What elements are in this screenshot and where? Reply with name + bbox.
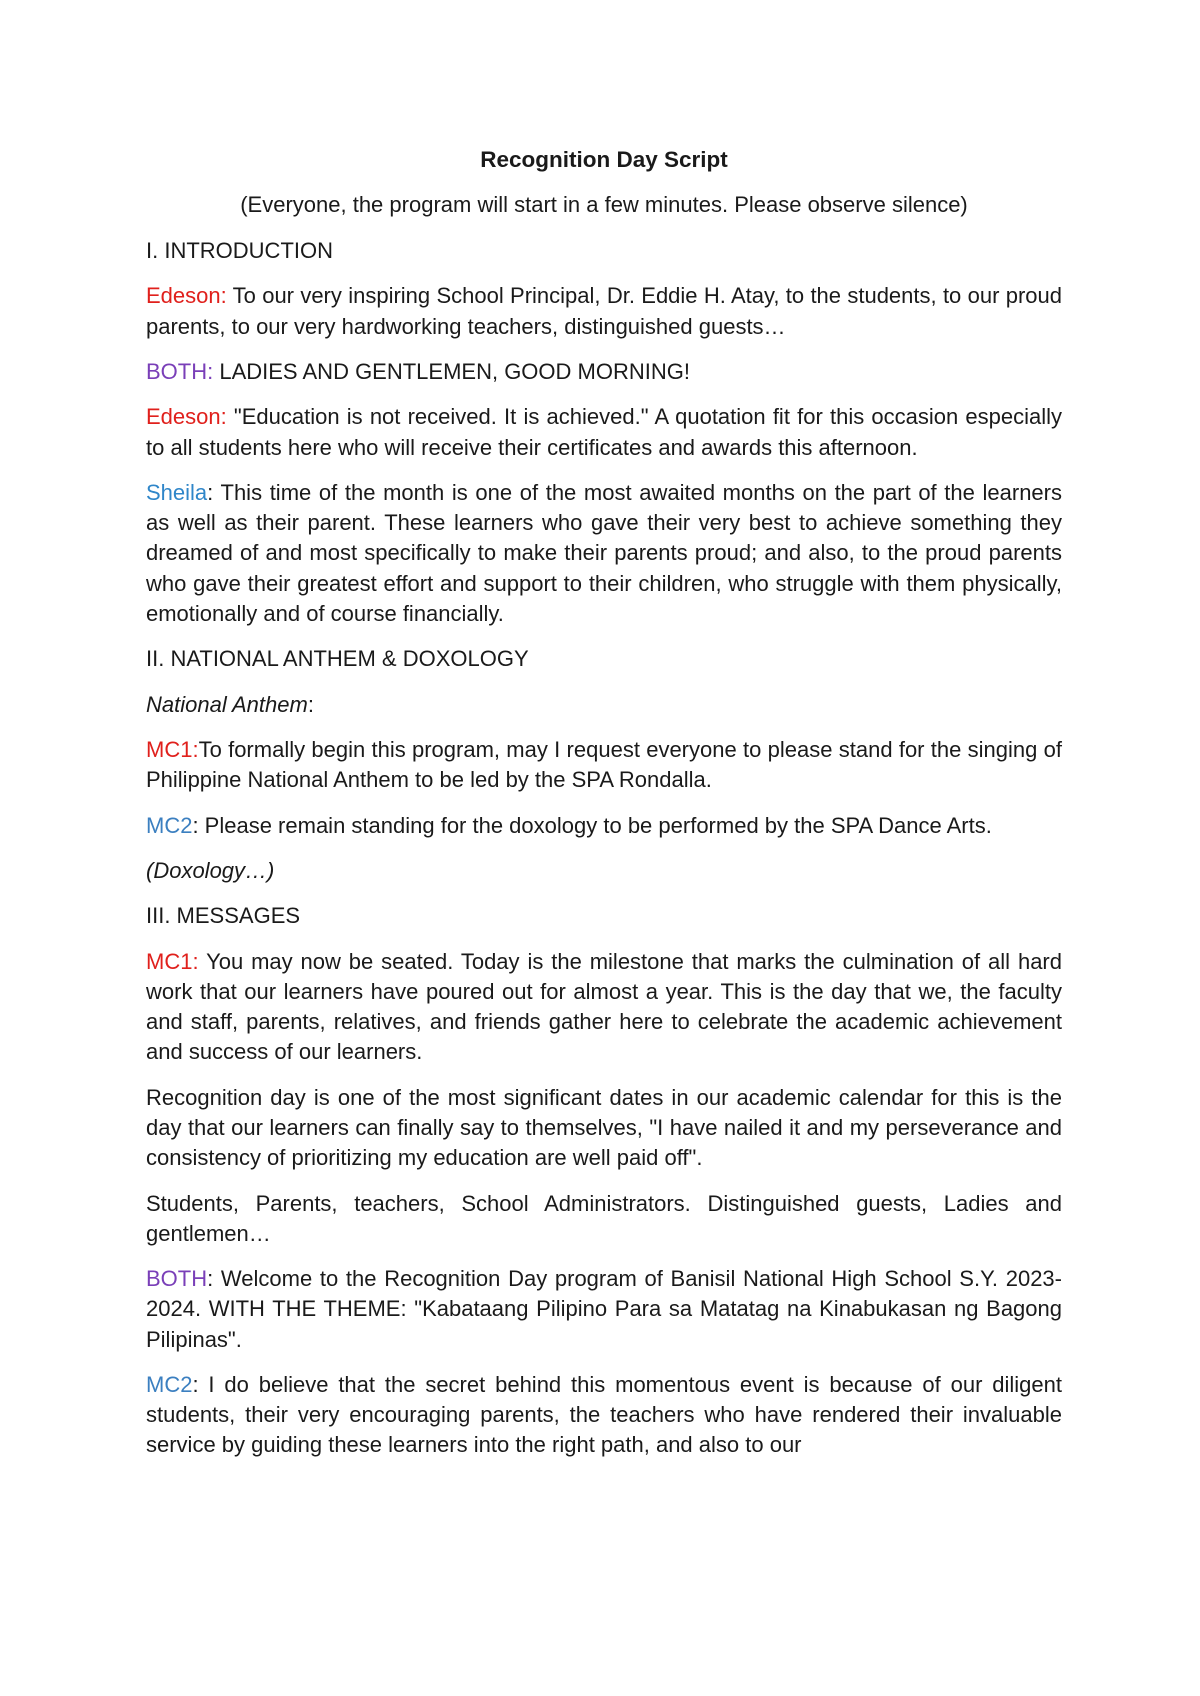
speaker-label: MC2: [146, 1371, 193, 1397]
speech-text: "Education is not received. It is achieved." A quotation fit for this occasion especially to all students here who will receive their certificates and awards this afternoon.: [146, 404, 1062, 460]
speaker-label: MC2: [146, 812, 193, 838]
script-line-both-2: [146, 1264, 1062, 1355]
speech-text: : Welcome to the Recognition Day program of Banisil National High School S.Y. 2023-2024. WITH THE THEME: "Kabataang Pilipino Para sa Matatag na Kinabukasan ng Bagong Pilipinas".: [146, 1266, 1062, 1352]
script-line-mc1-1: [146, 735, 1062, 795]
speech-text: : I do believe that the secret behind this momentous event is because of our diligent students, their very encouraging parents, the teachers who have rendered their invaluable service by guiding these learners into the right path, and also to our: [146, 1371, 1062, 1458]
paragraph-recognition-day: Recognition day is one of the most significant dates in our academic calendar for this is the day that our learners can finally say to themselves, "I have nailed it and my perseverance and consistency of prioritizing my education are well paid off".: [146, 1084, 1062, 1171]
speech-text: To formally begin this program, may I request everyone to please stand for the singing of Philippine National Anthem to be led by the SPA Rondalla.: [146, 736, 1062, 793]
anthem-label-suffix: :: [307, 691, 314, 717]
speaker-label: MC1:: [146, 736, 199, 762]
section-heading-introduction: I. INTRODUCTION: [146, 238, 333, 263]
speaker-label: Edeson:: [146, 283, 227, 309]
speaker-label: Edeson:: [146, 404, 227, 430]
speaker-label: Sheila: [146, 479, 208, 505]
intro-note: (Everyone, the program will start in a few minutes. Please observe silence): [240, 192, 968, 217]
section-heading-messages: III. MESSAGES: [146, 903, 301, 929]
speech-text: To our very inspiring School Principal, Dr. Eddie H. Atay, to the students, to our proud parents, to our very hardworking teachers, distinguished guests…: [146, 283, 1062, 339]
script-line-sheila: [146, 478, 1062, 629]
anthem-label-text: National Anthem: [146, 691, 308, 717]
script-line-edeson-2: [146, 402, 1062, 462]
section-heading-anthem: II. NATIONAL ANTHEM & DOXOLOGY: [146, 646, 529, 672]
script-line-mc2-2: [146, 1370, 1062, 1461]
speech-text: : Please remain standing for the doxology to be performed by the SPA Dance Arts.: [192, 812, 992, 838]
doxology-note: (Doxology…): [146, 857, 275, 883]
script-line-mc1-2: [146, 947, 1062, 1068]
script-line-mc2-1: [146, 811, 1062, 841]
paragraph-greeting: Students, Parents, teachers, School Administrators. Distinguished guests, Ladies and gentlemen…: [146, 1190, 1062, 1246]
document-title: Recognition Day Script: [480, 147, 728, 172]
speech-text: LADIES AND GENTLEMEN, GOOD MORNING!: [213, 358, 690, 384]
anthem-label: [146, 690, 1062, 720]
script-line-both-1: [146, 357, 1062, 387]
speaker-label: BOTH: [146, 1266, 208, 1292]
speech-text: You may now be seated. Today is the milestone that marks the culmination of all hard work that our learners have poured out for almost a year. This is the day that we, the faculty and staff, parents, relatives, and friends gather here to celebrate the academic achievement and success of our learners.: [146, 948, 1062, 1065]
speaker-label: BOTH:: [146, 358, 214, 384]
speech-text: : This time of the month is one of the most awaited months on the part of the learners as well as their parent. These learners who gave their very best to achieve something they dreamed of and most specifically to make their parents proud; and also, to the proud parents who gave their greatest effort and support to their children, who struggle with them physically, emotionally and of course financially.: [146, 479, 1062, 626]
speaker-label: MC1:: [146, 948, 199, 974]
script-line-edeson-1: [146, 281, 1062, 341]
